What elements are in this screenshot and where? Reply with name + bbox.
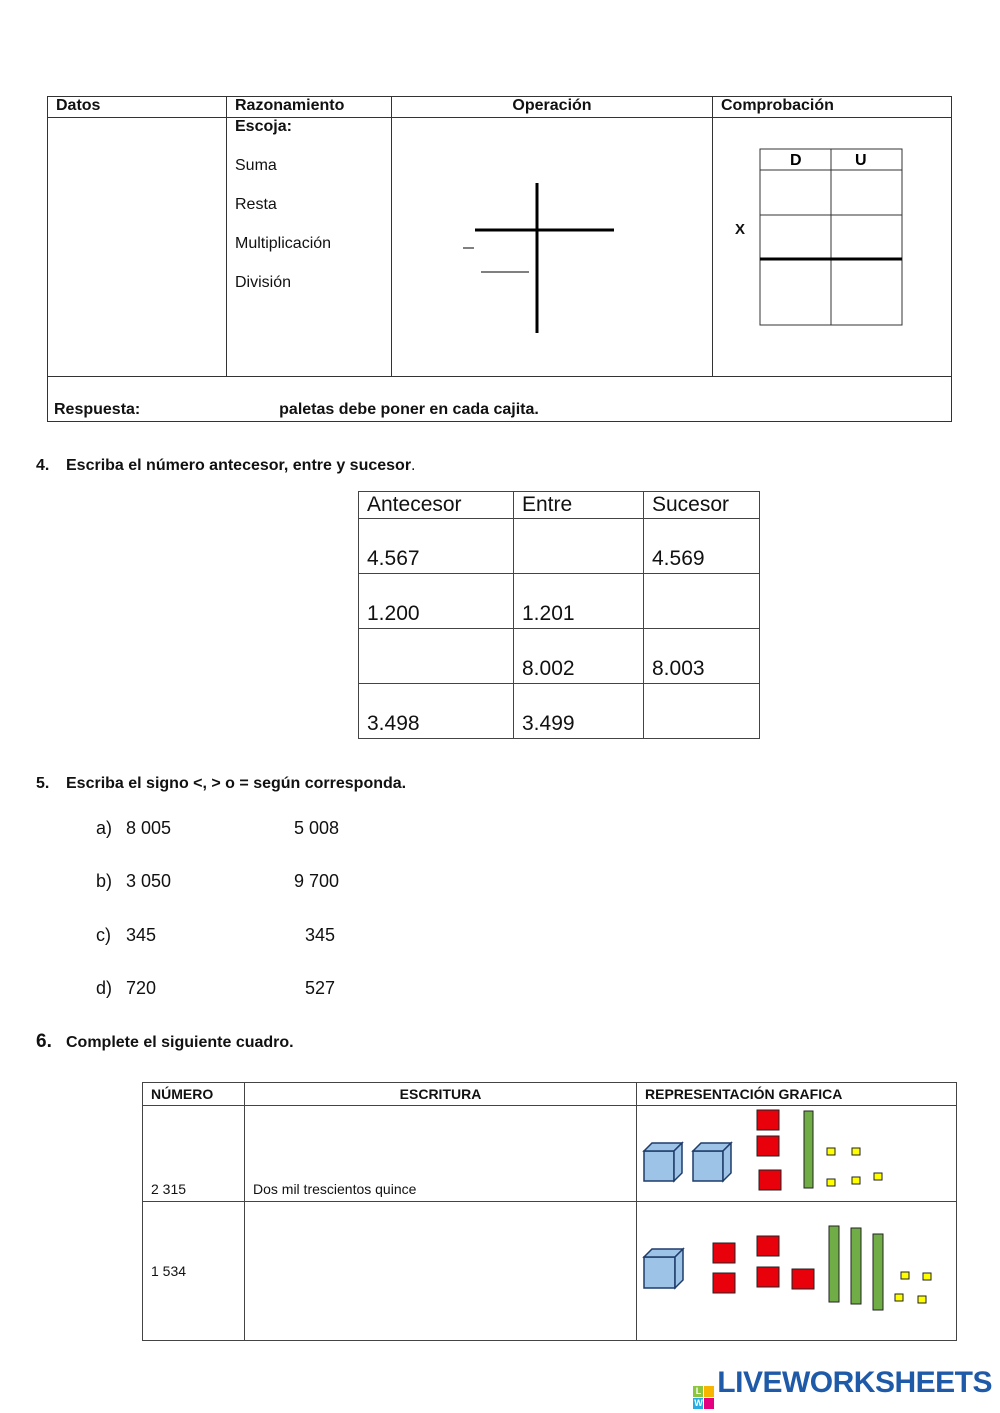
comprobacion-cell xyxy=(713,118,952,377)
row1-writing: Dos mil trescientos quince xyxy=(245,1106,637,1202)
logo-text: LIVEWORKSHEETS xyxy=(717,1366,992,1399)
representation-table xyxy=(142,1082,957,1341)
base10-blocks-row1 xyxy=(637,1106,955,1198)
header-sucesor: Sucesor xyxy=(644,492,760,519)
col-u: U xyxy=(855,152,867,169)
hundred-square xyxy=(757,1236,779,1256)
option-multiplicacion[interactable]: Multiplicación xyxy=(235,235,332,252)
unit-square xyxy=(827,1148,835,1155)
q6-text: Complete el siguiente cuadro. xyxy=(66,1034,294,1051)
times-sign: X xyxy=(735,221,746,238)
ten-rod xyxy=(829,1226,839,1302)
datos-cell[interactable] xyxy=(48,118,227,377)
header-operacion: Operación xyxy=(392,97,713,118)
comparison-right: 527 xyxy=(305,978,336,998)
row2-writing[interactable] xyxy=(245,1202,637,1341)
header-representacion: REPRESENTACIÓN GRAFICA xyxy=(637,1083,957,1106)
comparison-c xyxy=(96,925,335,946)
header-numero: NÚMERO xyxy=(143,1083,245,1106)
cell-r2-antecesor: 1.200 xyxy=(359,574,514,629)
hundred-square xyxy=(792,1269,814,1289)
answer-text: paletas debe poner en cada cajita. xyxy=(279,401,539,418)
row1-number: 2 315 xyxy=(143,1106,245,1202)
cell-r3-sucesor: 8.003 xyxy=(644,629,760,684)
unit-square xyxy=(852,1177,860,1184)
comparison-b xyxy=(96,871,339,892)
operacion-cell[interactable] xyxy=(392,118,713,377)
cell-r4-sucesor[interactable] xyxy=(644,684,760,739)
hundred-square xyxy=(757,1136,779,1156)
thousand-cube xyxy=(644,1249,683,1288)
hundred-square xyxy=(713,1273,735,1293)
cell-r4-entre: 3.499 xyxy=(514,684,644,739)
option-suma[interactable]: Suma xyxy=(235,157,277,174)
q5-heading xyxy=(36,775,406,793)
comparison-left: 345 xyxy=(126,925,157,945)
comparison-a xyxy=(96,818,339,839)
thousand-cube xyxy=(693,1143,731,1181)
q5-text: Escriba el signo <, > o = según corresponda. xyxy=(66,775,407,792)
razonamiento-cell xyxy=(227,118,392,377)
cell-r3-antecesor[interactable] xyxy=(359,629,514,684)
q6-number: 6. xyxy=(36,1031,52,1052)
problem-table xyxy=(47,96,952,422)
comparison-d xyxy=(96,978,335,999)
unit-square xyxy=(923,1273,931,1280)
header-escritura: ESCRITURA xyxy=(245,1083,637,1106)
cell-r1-entre[interactable] xyxy=(514,519,644,574)
hundred-square xyxy=(759,1170,781,1190)
logo-icon xyxy=(693,1386,714,1409)
comparison-letter: c) xyxy=(96,925,111,945)
header-comprobacion: Comprobación xyxy=(713,97,952,118)
unit-square xyxy=(918,1296,926,1303)
cell-r2-sucesor[interactable] xyxy=(644,574,760,629)
hundred-square xyxy=(757,1110,779,1130)
answer-row xyxy=(48,377,952,422)
choose-label: Escoja: xyxy=(235,118,292,135)
header-datos: Datos xyxy=(48,97,227,118)
ten-rod xyxy=(851,1228,861,1304)
comparison-right: 9 700 xyxy=(294,871,340,891)
col-d: D xyxy=(790,152,802,169)
hundred-square xyxy=(757,1267,779,1287)
hundred-square xyxy=(713,1243,735,1263)
cell-r2-entre: 1.201 xyxy=(514,574,644,629)
base10-blocks-row2 xyxy=(637,1202,955,1337)
liveworksheets-logo xyxy=(693,1366,992,1409)
sequence-table xyxy=(358,491,760,739)
row2-number: 1 534 xyxy=(143,1202,245,1341)
unit-square xyxy=(874,1173,882,1180)
check-grid xyxy=(759,148,903,328)
comparison-left: 3 050 xyxy=(126,871,172,891)
comparison-left: 720 xyxy=(126,978,157,998)
q4-text: Escriba el número antecesor, entre y sucesor xyxy=(66,457,412,474)
unit-square xyxy=(827,1179,835,1186)
cell-r1-sucesor: 4.569 xyxy=(644,519,760,574)
unit-square xyxy=(901,1272,909,1279)
q5-number: 5. xyxy=(36,775,50,792)
option-division[interactable]: División xyxy=(235,274,292,291)
q4-heading xyxy=(36,457,416,475)
comparison-letter: b) xyxy=(96,871,113,891)
cell-r4-antecesor: 3.498 xyxy=(359,684,514,739)
row1-graphic xyxy=(637,1106,957,1202)
ten-rod xyxy=(873,1234,883,1310)
header-antecesor: Antecesor xyxy=(359,492,514,519)
q6-heading xyxy=(36,1031,294,1053)
thousand-cube xyxy=(644,1143,682,1181)
division-bracket xyxy=(392,118,712,376)
unit-square xyxy=(852,1148,860,1155)
answer-label: Respuesta: xyxy=(54,401,141,418)
comparison-right: 345 xyxy=(305,925,336,945)
row2-graphic xyxy=(637,1202,957,1341)
q4-number: 4. xyxy=(36,457,50,474)
header-razonamiento: Razonamiento xyxy=(227,97,392,118)
cell-r3-entre: 8.002 xyxy=(514,629,644,684)
comparison-letter: a) xyxy=(96,818,113,838)
logo-letter-l: L xyxy=(693,1386,703,1397)
option-resta[interactable]: Resta xyxy=(235,196,277,213)
cell-r1-antecesor: 4.567 xyxy=(359,519,514,574)
logo-letter-w: W xyxy=(694,1398,703,1408)
header-entre: Entre xyxy=(514,492,644,519)
ten-rod xyxy=(804,1111,813,1188)
q4-tail: . xyxy=(411,457,416,474)
comparison-left: 8 005 xyxy=(126,818,172,838)
comparison-letter: d) xyxy=(96,978,113,998)
comparison-right: 5 008 xyxy=(294,818,340,838)
unit-square xyxy=(895,1294,903,1301)
